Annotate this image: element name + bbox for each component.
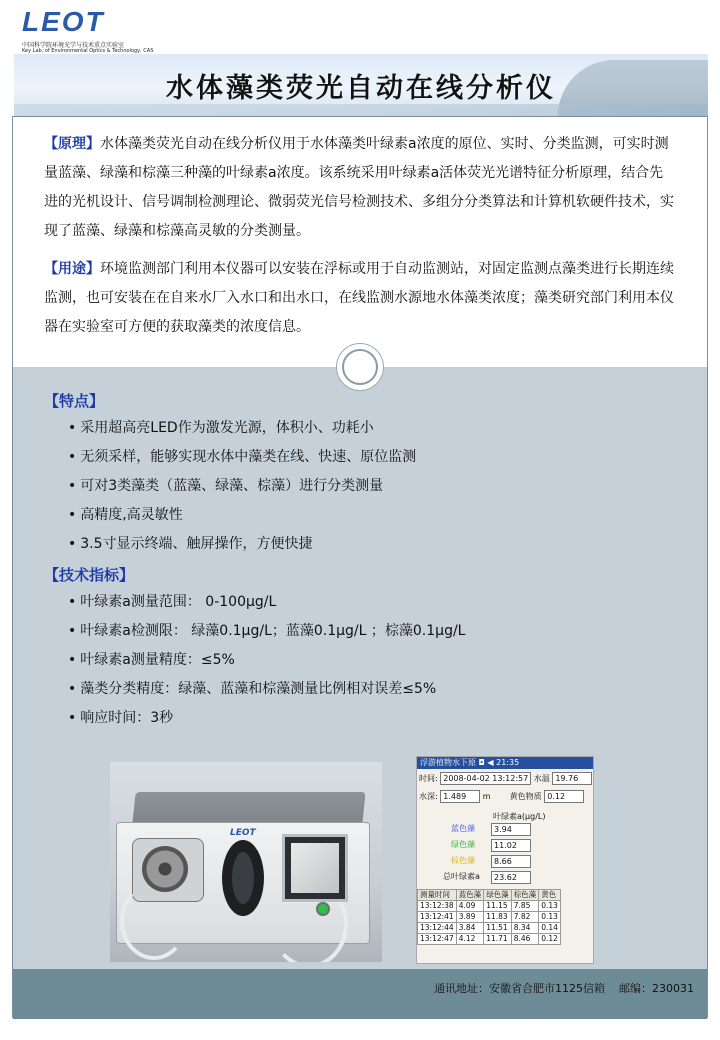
table-cell: 13:12:38 — [418, 901, 457, 912]
table-row — [418, 901, 561, 912]
specs-heading: 【技术指标】 — [44, 566, 135, 584]
principle-paragraph — [44, 130, 674, 246]
chl-header: 叶绿素a(μg/L) — [493, 812, 546, 821]
table-cell: 13:12:41 — [418, 912, 457, 923]
table-cell: 4.12 — [456, 934, 484, 945]
total-label: 总叶绿素a — [443, 872, 480, 881]
table-header: 黄色 — [539, 890, 561, 901]
page-title: 水体藻类荧光自动在线分析仪 — [166, 73, 556, 104]
green-label: 绿色藻 — [451, 840, 475, 849]
table-cell: 11.71 — [484, 934, 512, 945]
table-cell: 0.13 — [539, 901, 561, 912]
table-cell: 11.15 — [484, 901, 512, 912]
time-row — [419, 772, 592, 785]
table-header-row — [418, 890, 561, 901]
table-cell: 8.34 — [511, 923, 539, 934]
depth-unit: m — [482, 792, 491, 801]
depth-row — [419, 790, 584, 803]
blue-value: 3.94 — [491, 823, 531, 836]
footer-address: 通讯地址：安徽省合肥市1125信箱 — [434, 982, 605, 995]
spec-item: • 响应时间：3秒 — [68, 704, 465, 733]
footer-postcode: 邮编：230031 — [619, 982, 694, 995]
table-cell: 3.84 — [456, 923, 484, 934]
tube-left — [120, 882, 188, 960]
yellow-value: 0.12 — [544, 790, 584, 803]
table-cell: 11.83 — [484, 912, 512, 923]
features-list — [68, 414, 416, 559]
table-row — [418, 923, 561, 934]
feature-item: • 3.5寸显示终端、触屏操作，方便快捷 — [68, 530, 416, 559]
depth-label: 水深: — [419, 792, 438, 801]
leot-logo — [22, 8, 122, 36]
brown-label: 棕色藻 — [451, 856, 475, 865]
time-value: 2008-04-02 13:12:57 — [440, 772, 531, 785]
footer-contact — [434, 980, 694, 996]
principle-tag: 【原理】 — [44, 136, 100, 152]
spec-item: • 叶绿素a测量精度：≤5% — [68, 646, 465, 675]
table-header: 蓝色藻 — [456, 890, 484, 901]
usage-tag: 【用途】 — [44, 261, 100, 277]
table-cell: 11.51 — [484, 923, 512, 934]
spec-item: • 叶绿素a测量范围： 0-100μg/L — [68, 588, 465, 617]
software-screenshot — [416, 756, 594, 964]
logo-text: LEOT — [22, 6, 105, 37]
temp-value: 19.76 — [552, 772, 592, 785]
table-row — [418, 934, 561, 945]
device-photo — [110, 762, 382, 962]
table-cell: 0.14 — [539, 923, 561, 934]
table-cell: 7.85 — [511, 901, 539, 912]
device-window-glass — [291, 843, 339, 893]
spec-item: • 藻类分类精度：绿藻、蓝藻和棕藻测量比例相对误差≤5% — [68, 675, 465, 704]
brown-value: 8.66 — [491, 855, 531, 868]
table-cell: 7.82 — [511, 912, 539, 923]
principle-text: 水体藻类荧光自动在线分析仪用于水体藻类叶绿素a浓度的原位、实时、分类监测，可实时测量蓝藻、绿藻和棕藻三种藻的叶绿素a浓度。该系统采用叶绿素a活体荧光光谱特征分析原理，结合先进的光机设计、信号调制检测理论、微弱荧光信号检测技术、多组分分类算法和计算机软硬件技术，实现了蓝藻、绿藻和棕藻高灵敏的分类测量。 — [44, 136, 674, 239]
table-cell: 0.13 — [539, 912, 561, 923]
usage-text: 环境监测部门利用本仪器可以安装在浮标或用于自动监测站，对固定监测点藻类进行长期连续监测，也可安装在在自来水厂入水口和出水口，在线监测水源地水体藻类浓度；藻类研究部门利用本仪器在实验室可方便的获取藻类的浓度信息。 — [44, 261, 674, 335]
device-logo: LEOT — [230, 828, 256, 838]
table-row — [418, 912, 561, 923]
power-led — [316, 902, 330, 916]
spec-item: • 叶绿素a检测限： 绿藻0.1μg/L；蓝藻0.1μg/L ；棕藻0.1μg/L — [68, 617, 465, 646]
banner-water-image — [14, 104, 708, 116]
device-window — [282, 834, 348, 902]
table-header: 棕色藻 — [511, 890, 539, 901]
usage-paragraph — [44, 255, 674, 342]
yellow-label: 黄色物质 — [509, 792, 542, 801]
specs-list — [68, 588, 465, 733]
temp-label: 水温 — [533, 774, 550, 783]
feature-item: • 高精度,高灵敏性 — [68, 501, 416, 530]
total-value: 23.62 — [491, 871, 531, 884]
table-cell: 0.12 — [539, 934, 561, 945]
time-label: 时间: — [419, 774, 438, 783]
table-cell: 13:12:44 — [418, 923, 457, 934]
green-value: 11.02 — [491, 839, 531, 852]
table-header: 绿色藻 — [484, 890, 512, 901]
screenshot-titlebar: 浮游植物水下原 ◘ ◀ 21:35 — [417, 757, 593, 769]
features-heading: 【特点】 — [44, 392, 105, 410]
table-cell: 4.09 — [456, 901, 484, 912]
table-cell: 8.46 — [511, 934, 539, 945]
depth-value: 1.489 — [440, 790, 480, 803]
measurement-table — [417, 889, 561, 945]
feature-item: • 采用超高亮LED作为激发光源，体积小、功耗小 — [68, 414, 416, 443]
feature-item: • 无须采样，能够实现水体中藻类在线、快速、原位监测 — [68, 443, 416, 472]
feature-item: • 可对3类藻类（蓝藻、绿藻、棕藻）进行分类测量 — [68, 472, 416, 501]
flow-cell-inner — [232, 852, 254, 904]
org-name-cn: 中国科学院环境光学与技术重点实验室 — [22, 42, 125, 49]
table-cell: 13:12:47 — [418, 934, 457, 945]
table-cell: 3.89 — [456, 912, 484, 923]
org-name-en: Key Lab. of Environmental Optics & Technology, CAS — [22, 48, 154, 54]
table-header: 测量时间 — [418, 890, 457, 901]
blue-label: 蓝色藻 — [451, 824, 475, 833]
divider-circle-inner — [342, 349, 378, 385]
